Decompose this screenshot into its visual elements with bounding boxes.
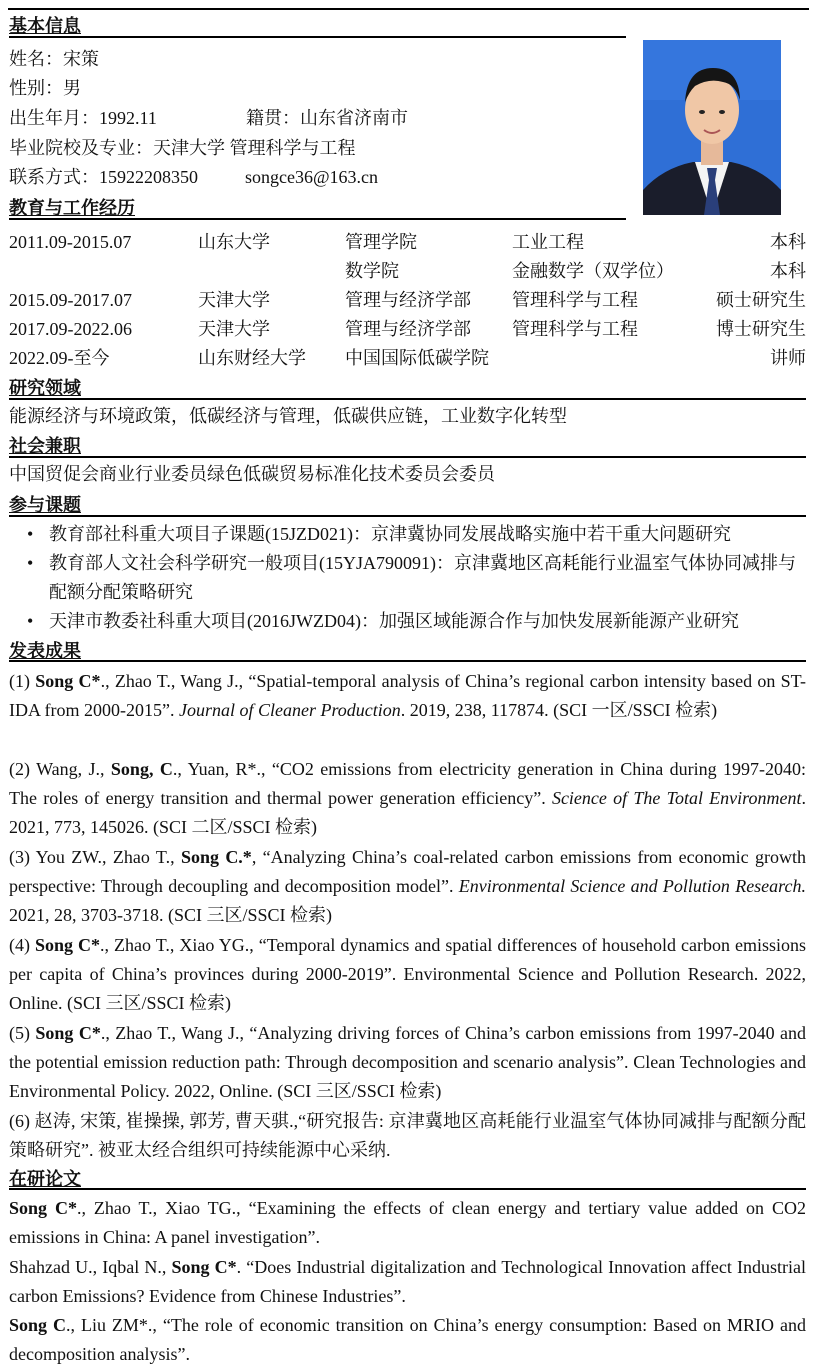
project-text: 教育部社科重大项目子课题(15JZD021)：京津冀协同发展战略实施中若干重大问题研究 xyxy=(49,524,731,544)
edu-period: 2011.09-2015.07 xyxy=(9,232,132,252)
publication-item: (6) 赵涛, 宋策, 崔操操, 郭芳, 曹天骐.,“研究报告: 京津冀地区高耗能行业温室气体协同减排与配额分配策略研究”. 被亚太经合组织可持续能源中心采纳. xyxy=(9,1111,806,1160)
section-rule xyxy=(9,660,806,662)
working-paper-item: Shahzad U., Iqbal N., Song C*. “Does Industrial digitalization and Technological Innovation affect Industrial carbon Emissions? Evidence from Chinese Industries”. xyxy=(9,1257,806,1306)
edu-dept: 数学院 xyxy=(345,261,399,281)
edu-period: 2022.09-至今 xyxy=(9,348,110,368)
publication-item: (3) You ZW., Zhao T., Song C.*, “Analyzing China’s coal-related carbon emissions from economic growth perspective: Through decoupling and decomposition model”. Environmental Science and Pollution Research. 2021, 28, 3703-3718. (SCI 三区/SSCI 检索) xyxy=(9,847,806,925)
edu-row xyxy=(9,289,806,311)
edu-degree: 硕士研究生 xyxy=(716,290,806,310)
origin-field: 籍贯：山东省济南市 xyxy=(246,108,408,128)
edu-period: 2015.09-2017.07 xyxy=(9,290,132,310)
profile-photo xyxy=(643,40,781,215)
section-rule xyxy=(9,36,626,38)
edu-major: 金融数学（双学位） xyxy=(512,261,674,281)
publication-item: (5) Song C*., Zhao T., Wang J., “Analyzing driving forces of China’s carbon emissions from 1997-2040 and the potential emission reduction path: Through decomposition and scenario analysis”. Clean Technologies and Environmental Policy. 2022, Online. (SCI 三区/SSCI 检索) xyxy=(9,1023,806,1101)
edu-org: 天津大学 xyxy=(198,290,270,310)
working-paper-item: Song C*., Zhao T., Xiao TG., “Examining the effects of clean energy and tertiary value added on CO2 emissions in China: A panel investigation”. xyxy=(9,1198,806,1247)
edu-major: 工业工程 xyxy=(512,232,584,252)
contact-label: 联系方式： xyxy=(9,167,99,187)
contact-field xyxy=(9,166,198,188)
edu-degree: 本科 xyxy=(770,232,806,252)
school-field: 毕业院校及专业：天津大学 管理科学与工程 xyxy=(9,138,356,158)
edu-period: 2017.09-2022.06 xyxy=(9,319,132,339)
gender-field: 性别：男 xyxy=(9,78,81,98)
working-paper-item: Song C., Liu ZM*., “The role of economic transition on China’s energy consumption: Based on MRIO and decomposition analysis”. xyxy=(9,1315,806,1364)
email-address: songce36@163.cn xyxy=(245,167,379,187)
section-rule xyxy=(9,1188,806,1190)
edu-row xyxy=(9,347,806,369)
edu-row xyxy=(9,318,806,340)
section-rule xyxy=(9,218,626,220)
section-title-publications: 发表成果 xyxy=(9,641,81,661)
project-text: 教育部人文社会科学研究一般项目(15YJA790091)：京津冀地区高耗能行业温室气体协同减排与配额分配策略研究 xyxy=(49,553,796,602)
edu-degree: 博士研究生 xyxy=(716,319,806,339)
section-rule xyxy=(9,456,806,458)
edu-org: 山东大学 xyxy=(198,232,270,252)
edu-dept: 中国国际低碳学院 xyxy=(345,348,489,368)
phone-number: 15922208350 xyxy=(99,167,198,187)
top-rule xyxy=(8,8,809,10)
section-title-research: 研究领域 xyxy=(9,378,81,398)
edu-row xyxy=(9,260,806,282)
section-title-basic: 基本信息 xyxy=(9,16,81,36)
section-title-working-papers: 在研论文 xyxy=(9,1169,81,1189)
publication-item: (1) Song C*., Zhao T., Wang J., “Spatial-temporal analysis of China’s regional carbon intensity based on ST-IDA from 2000-2015”. Journal of Cleaner Production. 2019, 238, 117874. (SCI 一区/SSCI 检索) xyxy=(9,671,807,720)
edu-dept: 管理与经济学部 xyxy=(345,319,471,339)
section-rule xyxy=(9,515,806,517)
edu-dept: 管理与经济学部 xyxy=(345,290,471,310)
section-rule xyxy=(9,398,806,400)
project-text: 天津市教委社科重大项目(2016JWZD04)：加强区域能源合作与加快发展新能源产业研究 xyxy=(49,611,739,631)
edu-row xyxy=(9,231,806,253)
bullet-icon: • xyxy=(27,553,34,573)
bullet-icon: • xyxy=(27,611,34,631)
publication-item: (4) Song C*., Zhao T., Xiao YG., “Temporal dynamics and spatial differences of household carbon emissions per capita of China’s provinces during 2000-2019”. Environmental Science and Pollution Research. 2022, Online. (SCI 三区/SSCI 检索) xyxy=(9,935,806,1013)
edu-org: 天津大学 xyxy=(198,319,270,339)
edu-major: 管理科学与工程 xyxy=(512,319,638,339)
birth-field: 出生年月：1992.11 xyxy=(9,108,157,128)
publication-item: (2) Wang, J., Song, C., Yuan, R*., “CO2 emissions from electricity generation in China during 1997-2040: The roles of energy transition and thermal power generation efficiency”. Science of The Total Environment. 2021, 773, 145026. (SCI 二区/SSCI 检索) xyxy=(9,759,806,837)
social-text: 中国贸促会商业行业委员绿色低碳贸易标准化技术委员会委员 xyxy=(9,464,495,484)
name-field: 姓名：宋策 xyxy=(9,49,99,69)
edu-degree: 本科 xyxy=(770,261,806,281)
bullet-icon: • xyxy=(27,524,34,544)
section-title-education: 教育与工作经历 xyxy=(9,198,135,218)
section-title-social: 社会兼职 xyxy=(9,436,81,456)
edu-org: 山东财经大学 xyxy=(198,348,306,368)
edu-dept: 管理学院 xyxy=(345,232,417,252)
edu-degree: 讲师 xyxy=(770,348,806,368)
edu-major: 管理科学与工程 xyxy=(512,290,638,310)
research-text: 能源经济与环境政策，低碳经济与管理，低碳供应链，工业数字化转型 xyxy=(9,406,567,426)
section-title-projects: 参与课题 xyxy=(9,495,81,515)
